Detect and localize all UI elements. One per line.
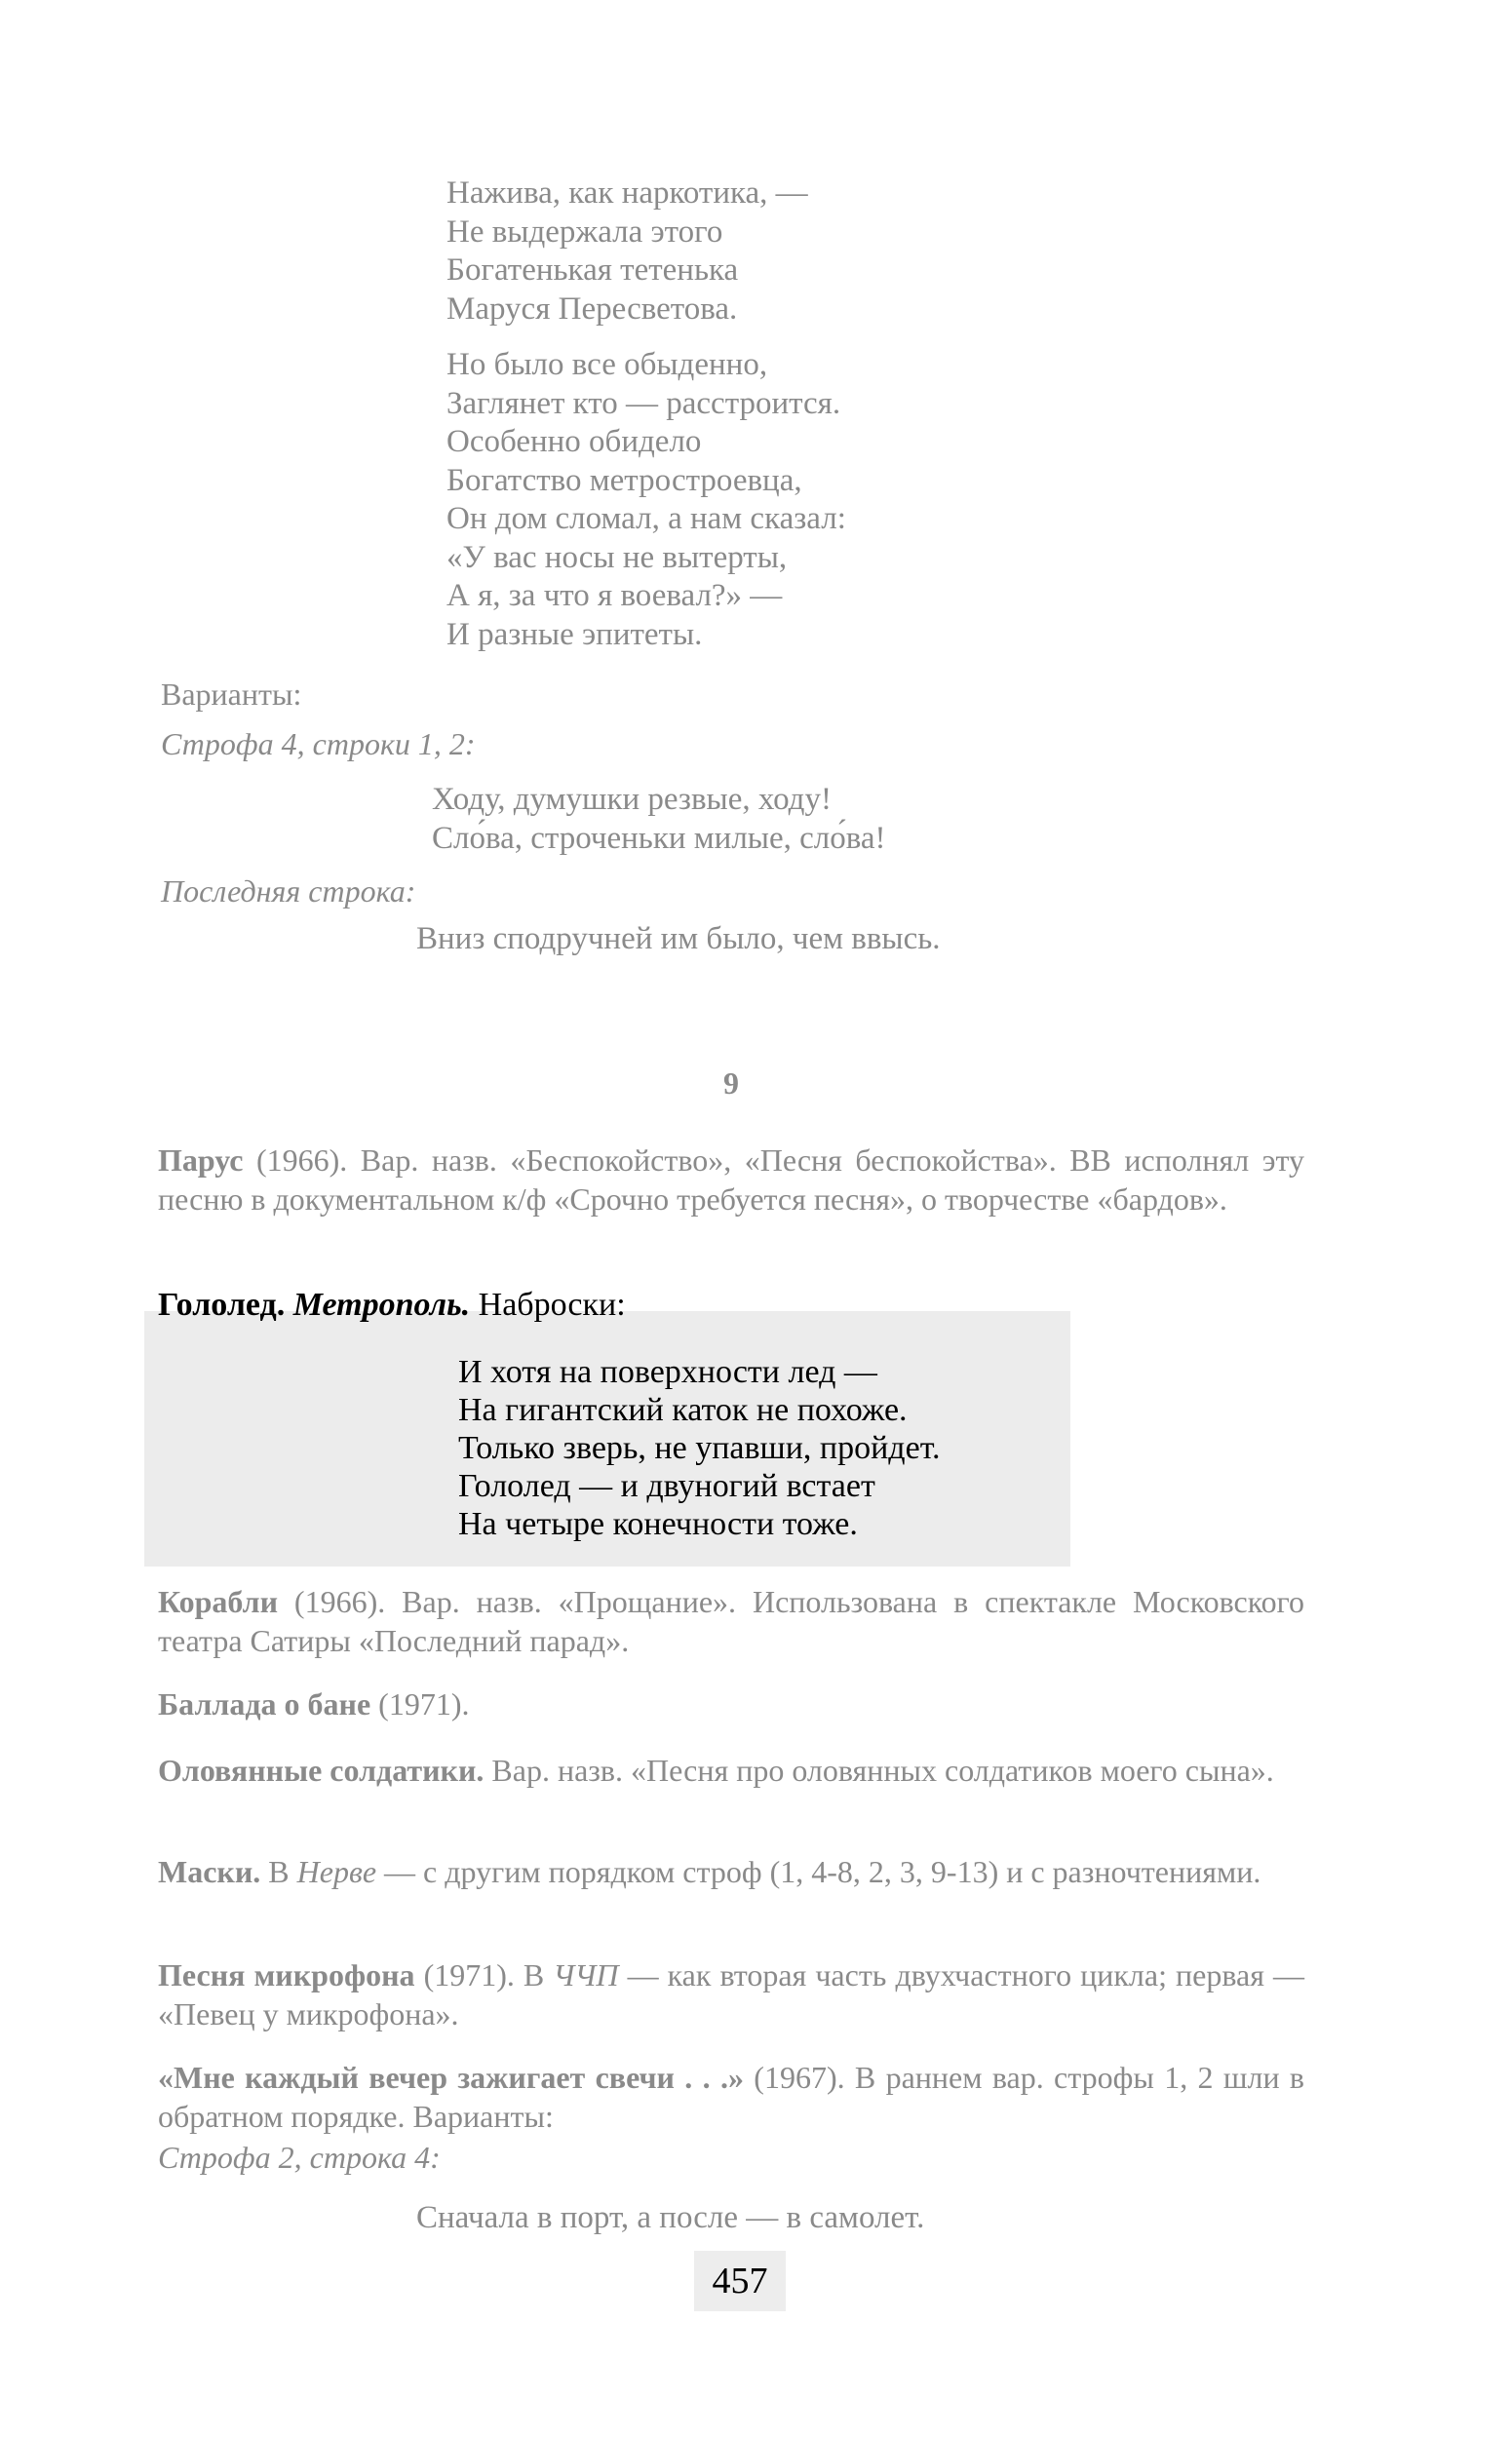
variant-label: Строфа 2, строка 4: xyxy=(158,2140,441,2175)
section-number: 9 xyxy=(723,1065,739,1101)
verse-line: Богатенькая тетенька xyxy=(446,252,739,288)
entry-source: Нерве xyxy=(296,1854,377,1889)
verse-line: Заглянет кто — расстроится. xyxy=(446,385,841,421)
variant-label: Строфа 4, строки 1, 2: xyxy=(161,726,476,761)
entry-text: (1966). Вар. назв. «Прощание». Использована в спектакле Московского театра Сатиры «Последний парад». xyxy=(158,1584,1304,1658)
verse-line: Маруся Пересветова. xyxy=(446,290,738,327)
entry-gololed-heading xyxy=(158,1285,626,1326)
verse-line: Гололед — и двуногий встает xyxy=(458,1468,875,1504)
entry-title: Маски. xyxy=(158,1854,261,1889)
verse-line: Но было все обыденно, xyxy=(446,347,768,382)
verse-line: На гигантский каток не похоже. xyxy=(458,1392,908,1428)
verse-line: На четыре конечности тоже. xyxy=(458,1506,858,1542)
entry-text: Вар. назв. «Песня про оловянных солдатиков моего сына». xyxy=(484,1753,1274,1788)
entry-source: Метрополь. xyxy=(292,1287,471,1323)
entry-title: Песня микрофона xyxy=(158,1957,415,1992)
verse-line: Особенно обидело xyxy=(446,424,702,459)
entry-title: Корабли xyxy=(158,1584,278,1619)
entry-text: Наброски: xyxy=(478,1287,626,1323)
entry-title: Парус xyxy=(158,1142,244,1178)
verse-stanza-2 xyxy=(446,346,846,654)
variant-label: Последняя строка: xyxy=(161,873,416,909)
verse-line: Богатство метростроевца, xyxy=(446,462,802,498)
verse-line: Он дом сломал, а нам сказал: xyxy=(446,501,846,536)
verse-line: Сло́ва, строченьки милые, сло́ва! xyxy=(432,820,886,856)
entry-korabli xyxy=(158,1582,1304,1660)
verse-line: «У вас носы не вытерты, xyxy=(446,539,788,575)
entry-text: — как вторая часть двухчастного цикла; первая — «Певец у микрофона». xyxy=(158,1957,1305,2031)
page-number: 457 xyxy=(694,2251,786,2311)
entry-source: ЧЧП xyxy=(553,1957,619,1992)
entry-text: (1966). Вар. назв. «Беспокойство», «Песня беспокойства». ВВ исполнял эту песню в документальном к/ф «Срочно требуется песня», о творчестве «бардов». xyxy=(158,1142,1304,1217)
entry-soldatiki xyxy=(158,1751,1304,1790)
verse-line: Нажива, как наркотика, — xyxy=(446,175,808,211)
entry-title: Баллада о бане xyxy=(158,1686,371,1721)
variant-line: Вниз сподручней им было, чем ввысь. xyxy=(416,921,941,956)
entry-title: «Мне каждый вечер зажигает свечи . . .» xyxy=(158,2060,744,2095)
entry-text: (1971). В xyxy=(414,1957,554,1992)
gololed-verse xyxy=(458,1353,941,1543)
entry-maski xyxy=(158,1852,1304,1891)
verse-line: А я, за что я воевал?» — xyxy=(446,578,783,613)
entry-ballada xyxy=(158,1684,1304,1723)
verse-line: Не выдержала этого xyxy=(446,213,723,250)
entry-title: Гололед. xyxy=(158,1287,286,1323)
verse-line: И разные эпитеты. xyxy=(446,616,703,652)
entry-text: (1967). В раннем вар. строфы 1, 2 шли в обратном порядке. Варианты: xyxy=(158,2060,1305,2134)
entry-title: Оловянные солдатики. xyxy=(158,1753,485,1788)
verse-line: Ходу, думушки резвые, ходу! xyxy=(432,782,832,817)
variant-line: Сначала в порт, а после — в самолет. xyxy=(416,2200,925,2235)
entry-svechi xyxy=(158,2058,1304,2136)
verse-line: И хотя на поверхности лед — xyxy=(458,1354,877,1390)
entry-text: (1971). xyxy=(370,1686,470,1721)
variant-lines xyxy=(432,781,886,858)
verse-line: Только зверь, не упавши, пройдет. xyxy=(458,1430,941,1466)
entry-text: В xyxy=(260,1854,297,1889)
entry-text: — с другим порядком строф (1, 4-8, 2, 3, 9-13) и с разночтениями. xyxy=(376,1854,1261,1889)
entry-mikrofon xyxy=(158,1955,1304,2033)
entry-parus xyxy=(158,1141,1304,1218)
variants-label: Варианты: xyxy=(161,677,302,712)
verse-stanza-1 xyxy=(446,174,808,329)
